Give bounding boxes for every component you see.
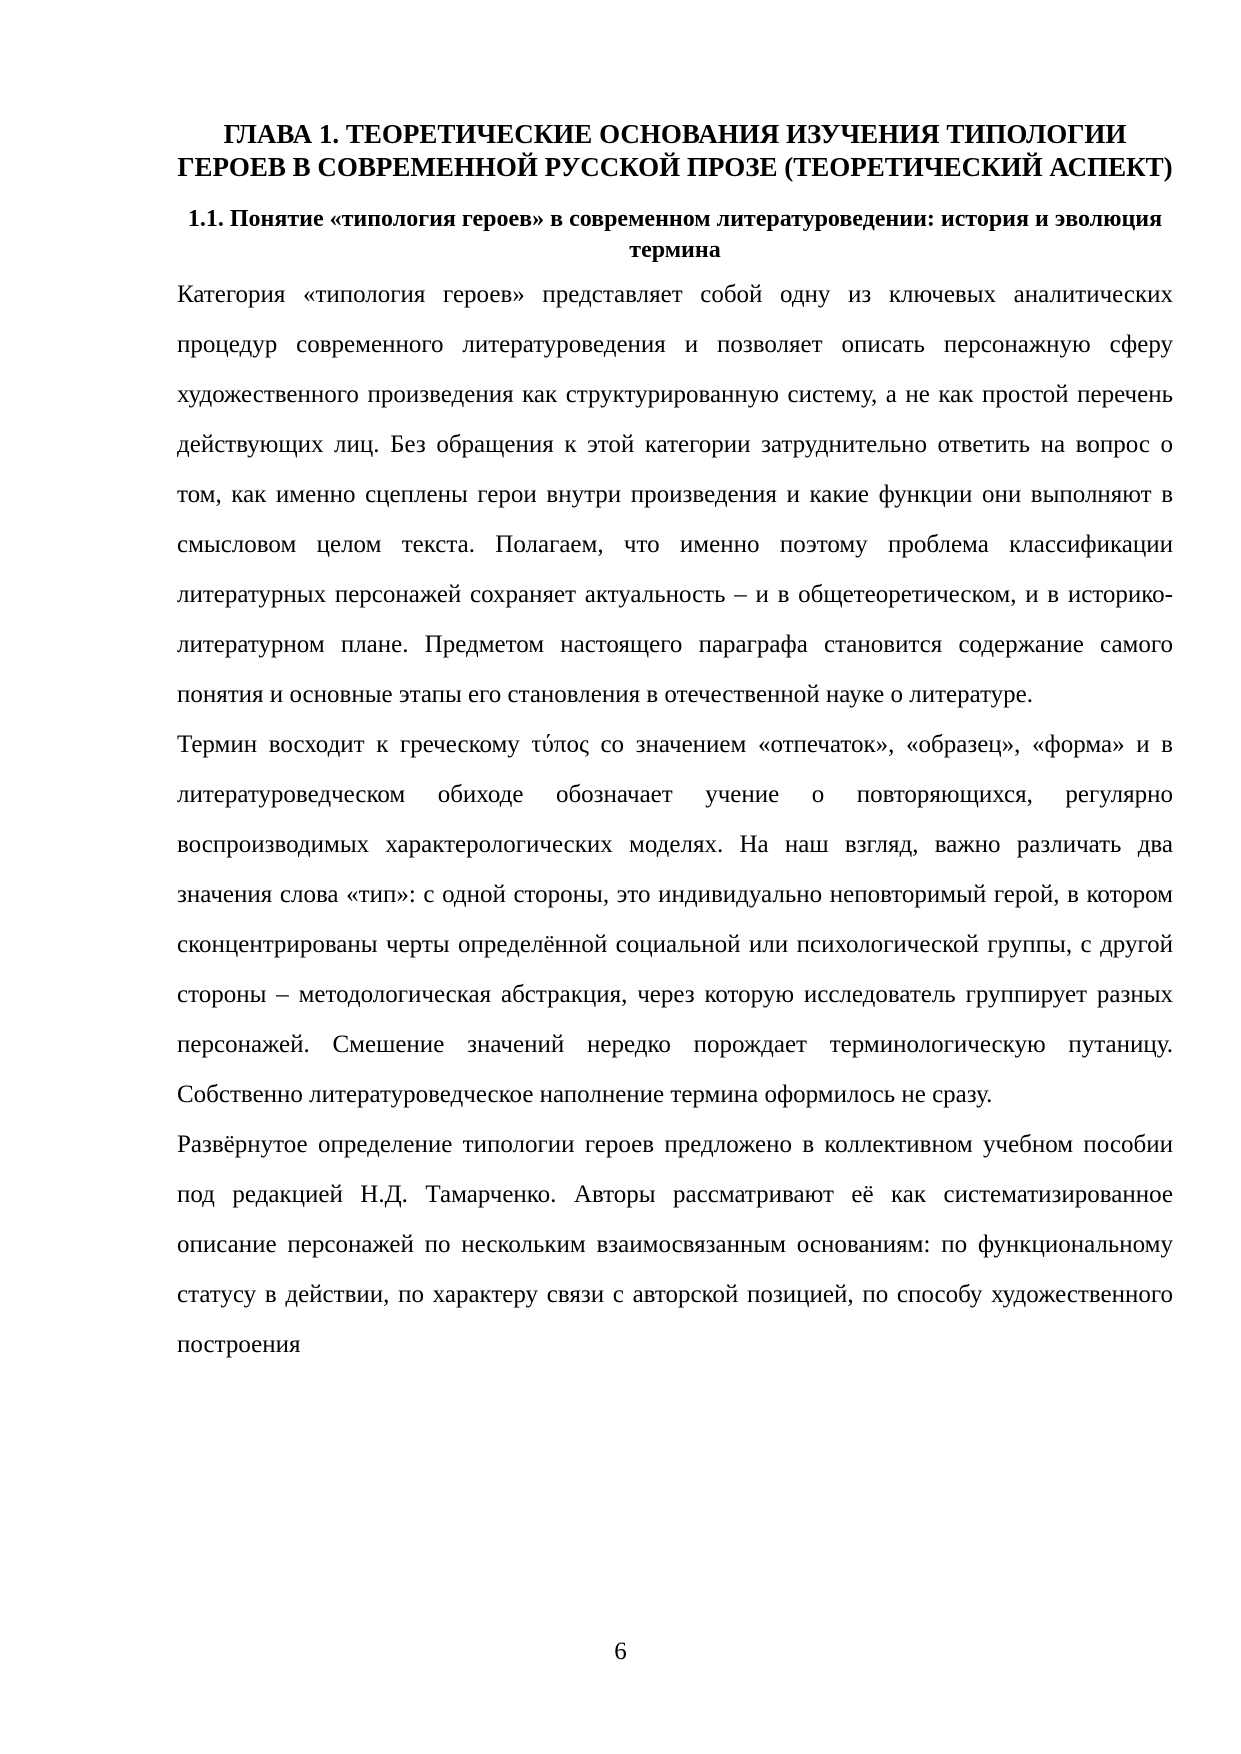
paragraph-2: Термин восходит к греческому τύπος со значением «отпечаток», «образец», «форма» и в литературоведческом обиходе обозначает учение о повторяющихся, регулярно воспроизводимых характерологических моделях. На наш взгляд, важно различать два значения слова «тип»: с одной стороны, это индивидуально неповторимый герой, в котором сконцентрированы черты определённой социальной или психологической группы, с другой стороны – методологическая абстракция, через которую исследователь группирует разных персонажей. Смешение значений нередко порождает терминологическую путаницу. Собственно литературоведческое наполнение термина оформилось не сразу. — [177, 731, 1173, 1108]
paragraph-3: Развёрнутое определение типологии героев предложено в коллективном учебном пособии под редакцией Н.Д. Тамарченко. Авторы рассматривают её как систематизированное описание персонажей по нескольким взаимосвязанным основаниям: по функциональному статусу в действии, по характеру связи с авторской позицией, по способу художественного построения — [177, 1131, 1173, 1358]
section-title: 1.1. Понятие «типология героев» в современном литературоведении: история и эволюция термина — [187, 206, 1163, 263]
document-page — [177, 118, 1173, 1370]
chapter-title: ГЛАВА 1. ТЕОРЕТИЧЕСКИЕ ОСНОВАНИЯ ИЗУЧЕНИЯ ТИПОЛОГИИ ГЕРОЕВ В СОВРЕМЕННОЙ РУССКОЙ ПРОЗЕ (ТЕОРЕТИЧЕСКИЙ АСПЕКТ) — [177, 119, 1173, 182]
page-number: 6 — [614, 1638, 627, 1665]
paragraph-1: Категория «типология героев» представляет собой одну из ключевых аналитических процедур современного литературоведения и позволяет описать персонажную сферу художественного произведения как структурированную систему, а не как простой перечень действующих лиц. Без обращения к этой категории затруднительно ответить на вопрос о том, как именно сцеплены герои внутри произведения и какие функции они выполняют в смысловом целом текста. Полагаем, что именно поэтому проблема классификации литературных персонажей сохраняет актуальность – и в общетеоретическом, и в историко-литературном плане. Предметом настоящего параграфа становится содержание самого понятия и основные этапы его становления в отечественной науке о литературе. — [177, 281, 1173, 708]
